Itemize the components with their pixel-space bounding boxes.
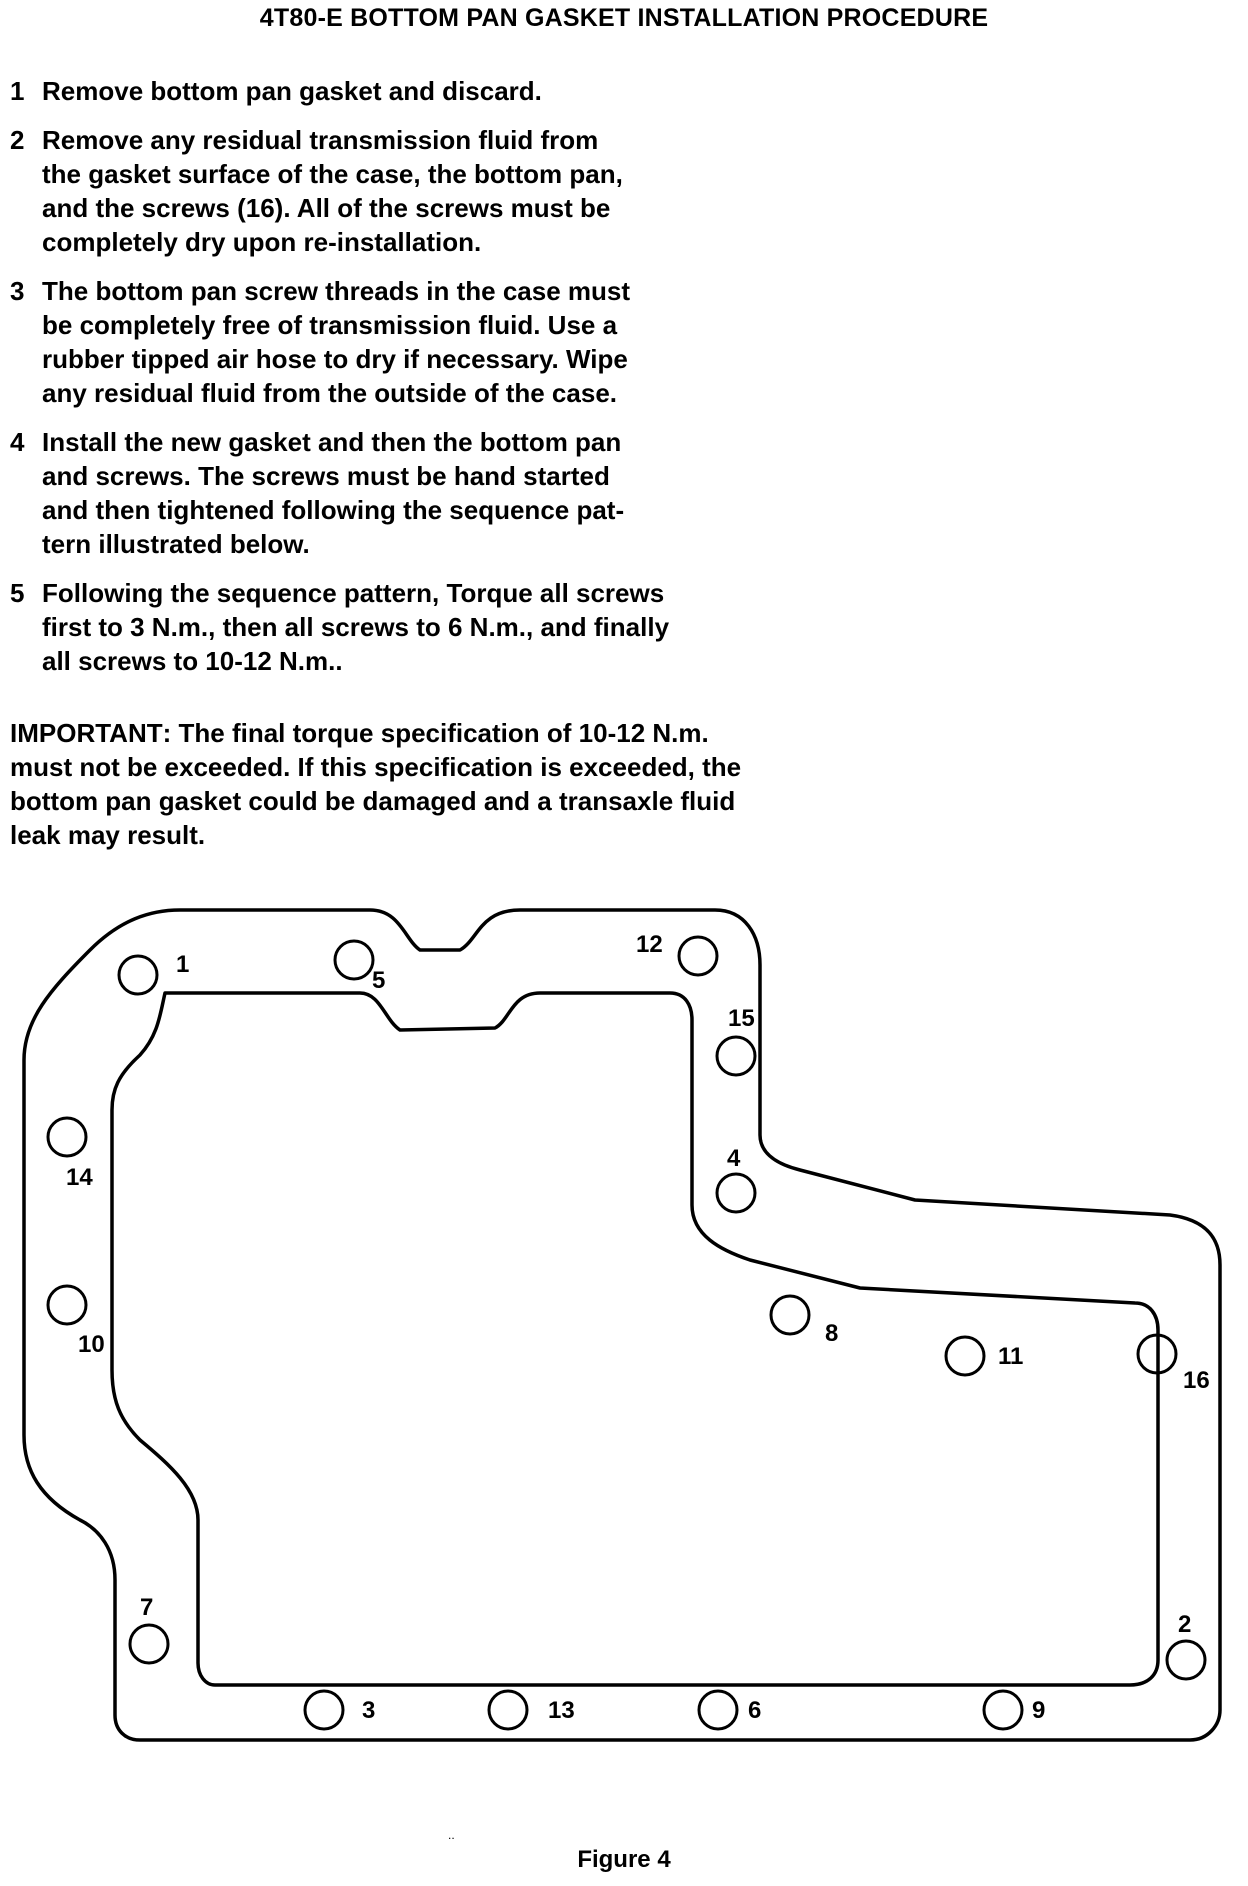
page-title: 4T80-E BOTTOM PAN GASKET INSTALLATION PROCEDURE [259, 4, 989, 32]
screw-hole-15 [717, 1005, 755, 1075]
screw-label: 6 [748, 1697, 762, 1724]
step-4 [10, 425, 810, 561]
step-number: 3 [10, 276, 25, 306]
screw-hole-13 [489, 1691, 575, 1729]
screw-label: 5 [372, 967, 386, 994]
screw-label: 10 [78, 1331, 105, 1358]
screw-label: 3 [362, 1697, 376, 1724]
step-number: 2 [10, 125, 25, 155]
gasket-inner-outline [112, 993, 1158, 1685]
screw-label: 7 [140, 1594, 154, 1621]
step-text: Remove bottom pan gasket and discard. [42, 76, 542, 106]
screw-label: 2 [1178, 1611, 1192, 1638]
screw-hole-12 [636, 931, 717, 975]
screw-hole-3 [305, 1691, 375, 1729]
screw-hole-2 [1167, 1611, 1205, 1679]
screw-hole-6 [699, 1691, 761, 1729]
step-1 [10, 74, 810, 108]
screw-label: 1 [176, 951, 190, 978]
screw-hole-10 [48, 1286, 105, 1358]
screw-label: 11 [998, 1343, 1024, 1370]
gasket-outer-outline [24, 910, 1220, 1740]
screw-hole-8 [771, 1296, 838, 1347]
step-text: The bottom pan screw threads in the case must be completely free of transmission fluid. Use a rubber tipped air hose to dry if necessary. Wipe any residual fluid from the outside of the case. [42, 276, 631, 408]
step-text: Install the new gasket and then the bottom pan and screws. The screws must be hand started and then tightened following the sequence pat- tern illustrated below. [42, 427, 625, 559]
important-note [10, 716, 810, 852]
screw-hole-7 [130, 1594, 168, 1663]
screw-hole-16 [1138, 1335, 1210, 1394]
step-5 [10, 576, 810, 678]
important-lead: IMPORTANT [10, 718, 163, 748]
screw-hole-9 [984, 1691, 1045, 1729]
screw-hole-5 [335, 941, 385, 994]
gasket-diagram-svg [0, 880, 1248, 1760]
screw-hole-14 [48, 1118, 93, 1191]
screw-label: 13 [548, 1697, 575, 1724]
screw-label: 14 [66, 1164, 93, 1191]
step-2 [10, 123, 810, 259]
important-text: : The final torque specification of 10-12 N.m. must not be exceeded. If this specification is exceeded, the bottom pan gasket could be damaged and a transaxle fluid leak may result. [10, 718, 742, 850]
step-text: Remove any residual transmission fluid from the gasket surface of the case, the bottom pan, and the screws (16). All of the screws must be completely dry upon re-installation. [42, 125, 623, 257]
step-text: Following the sequence pattern, Torque all screws first to 3 N.m., then all screws to 6 N.m., and finally all screws to 10-12 N.m.. [42, 578, 670, 676]
gasket-diagram [0, 880, 1248, 1760]
step-number: 1 [10, 76, 25, 106]
procedure-steps [10, 74, 810, 693]
screw-label: 4 [727, 1145, 741, 1172]
step-3 [10, 274, 810, 410]
screw-hole-4 [717, 1145, 755, 1212]
step-number: 5 [10, 578, 25, 608]
screw-label: 8 [825, 1320, 839, 1347]
screw-hole-11 [946, 1337, 1023, 1375]
stray-mark: .. [448, 1828, 455, 1842]
screw-label: 15 [728, 1005, 755, 1032]
screw-label: 9 [1032, 1697, 1046, 1724]
step-number: 4 [10, 427, 25, 457]
figure-caption: Figure 4 [577, 1846, 671, 1873]
screw-label: 12 [636, 931, 663, 958]
screw-label: 16 [1183, 1367, 1210, 1394]
screw-hole-1 [119, 951, 189, 994]
